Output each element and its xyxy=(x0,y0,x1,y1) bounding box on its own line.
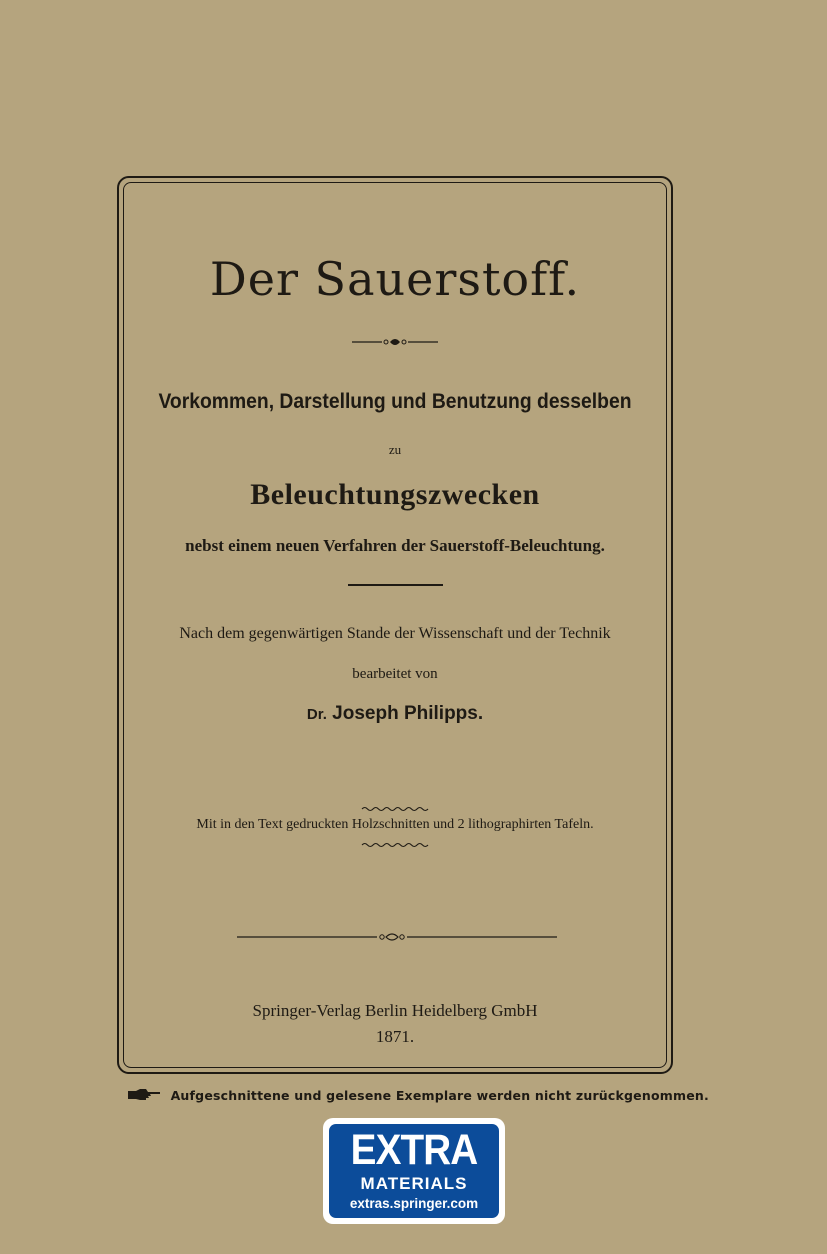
badge-url[interactable]: extras.springer.com xyxy=(349,1196,479,1211)
wavy-line-top xyxy=(362,806,428,812)
author-prefix: Dr. xyxy=(306,706,327,723)
badge-panel xyxy=(329,1124,499,1218)
return-notice-text: Aufgeschnittene und gelesene Exemplare werden nicht zurückgenommen. xyxy=(170,1088,709,1103)
badge-line-materials: MATERIALS xyxy=(360,1174,468,1193)
connector-word: zu xyxy=(388,442,402,457)
publisher: Springer-Verlag Berlin Heidelberg GmbH xyxy=(252,1001,538,1020)
author xyxy=(123,703,667,725)
author-name: Joseph Philipps. xyxy=(332,703,484,724)
sub-heading: nebst einem neuen Verfahren der Sauerstoff-Beleuchtung. xyxy=(185,536,605,555)
wavy-line-bottom xyxy=(362,842,428,848)
return-notice xyxy=(126,1088,709,1105)
pointing-hand-icon xyxy=(126,1088,166,1105)
extra-materials-badge[interactable] xyxy=(323,1118,505,1224)
illustrations-note: Mit in den Text gedruckten Holzschnitten und 2 lithographirten Tafeln. xyxy=(196,817,594,832)
publication-year: 1871. xyxy=(375,1027,415,1046)
divider-rule xyxy=(348,584,443,586)
badge-line-extra: EXTRA xyxy=(350,1126,478,1174)
edited-by: bearbeitet von xyxy=(352,666,438,682)
ornament-top xyxy=(352,336,438,348)
book-subtitle: Vorkommen, Darstellung und Benutzung desselben xyxy=(158,390,632,413)
standard-line: Nach dem gegenwärtigen Stande der Wissenschaft und der Technik xyxy=(179,625,611,642)
main-heading: Beleuchtungszwecken xyxy=(250,478,540,511)
book-title: Der Sauerstoff. xyxy=(209,252,581,306)
ornament-bottom xyxy=(237,931,557,943)
